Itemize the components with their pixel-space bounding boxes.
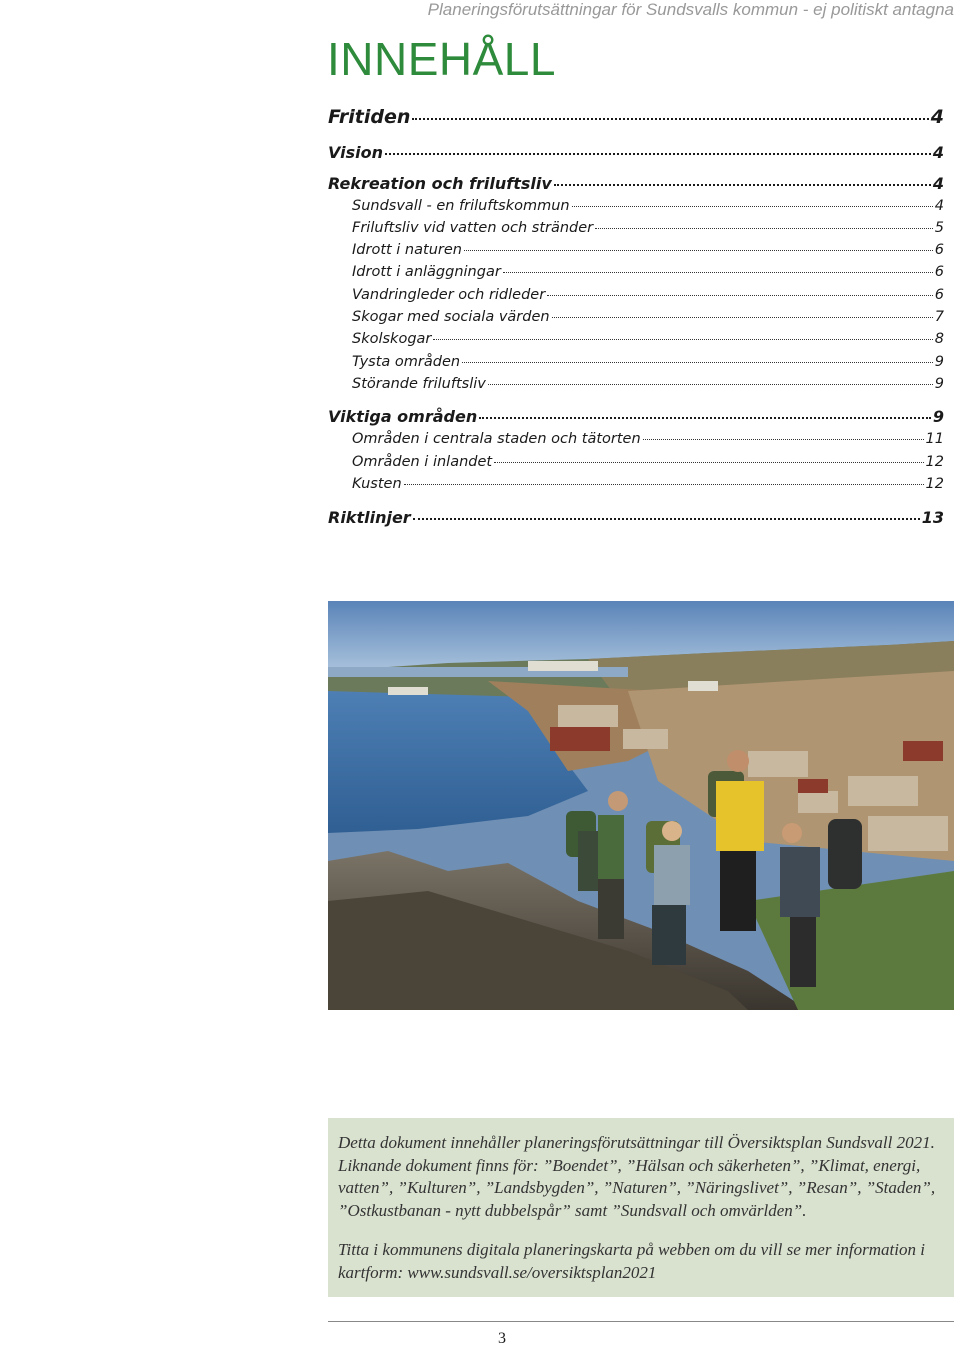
- toc-entry-page: 6: [934, 242, 944, 258]
- toc-entry[interactable]: [328, 174, 944, 193]
- toc-entry-label: Idrott i naturen: [352, 242, 462, 258]
- toc-entry-page: 5: [934, 220, 944, 236]
- toc-entry-page: 9: [934, 354, 944, 370]
- hikers-over-city-photo: [328, 601, 954, 1010]
- toc-entry[interactable]: [328, 354, 944, 370]
- toc-entry-label: Idrott i anläggningar: [352, 264, 501, 280]
- toc-entry[interactable]: [328, 287, 944, 303]
- toc-entry[interactable]: [328, 106, 944, 128]
- info-paragraph-link: Titta i kommunens digitala planeringskarta på webben om du vill se mer information i kartform: www.sundsvall.se/oversiktsplan2021: [338, 1240, 925, 1282]
- toc-entry-label: Sundsvall - en friluftskommun: [352, 198, 570, 214]
- toc-entry-page: 4: [934, 198, 944, 214]
- toc-entry-page: 12: [925, 476, 944, 492]
- toc-entry-label: Skolskogar: [352, 331, 432, 347]
- toc-entry[interactable]: [328, 143, 944, 162]
- toc-entry-label: Skogar med sociala värden: [352, 309, 550, 325]
- toc-entry-label: Områden i centrala staden och tätorten: [352, 431, 641, 447]
- toc-entry-page: 8: [934, 331, 944, 347]
- toc-entry[interactable]: [328, 331, 944, 347]
- toc-entry[interactable]: [328, 431, 944, 447]
- toc-entry-page: 9: [934, 376, 944, 392]
- toc-entry-label: Vandringleder och ridleder: [352, 287, 546, 303]
- toc-entry-page: 12: [925, 454, 944, 470]
- toc-entry-label: Tysta områden: [352, 354, 461, 370]
- toc-entry-page: 11: [925, 431, 944, 447]
- toc-entry-label: Riktlinjer: [328, 508, 411, 527]
- footer-divider: [328, 1321, 954, 1322]
- toc-entry-page: 9: [932, 407, 944, 426]
- toc-entry[interactable]: [328, 407, 944, 426]
- info-box: [328, 1118, 954, 1297]
- toc-entry[interactable]: [328, 476, 944, 492]
- toc-entry[interactable]: [328, 454, 944, 470]
- toc-entry-label: Friluftsliv vid vatten och stränder: [352, 220, 594, 236]
- toc-entry-page: 4: [932, 143, 944, 162]
- toc-title: INNEHÅLL: [327, 33, 556, 85]
- toc-entry-page: 6: [934, 264, 944, 280]
- toc-entry-label: Viktiga områden: [328, 407, 478, 426]
- toc-entry[interactable]: [328, 309, 944, 325]
- toc-entry-label: Rekreation och friluftsliv: [328, 174, 552, 193]
- toc-entry[interactable]: [328, 264, 944, 280]
- info-paragraph: Detta dokument innehåller planeringsförutsättningar till Översiktsplan Sundsvall 2021. Liknande dokument finns för: ”Boendet”, ”Hälsan och säkerheten”, ”Klimat, energi, vatten”, ”Kulturen”, ”Landsbygden”, ”Naturen”, ”Näringslivet”, ”Resan”, ”Staden”, ”Ostkustbanan - nytt dubbelspår” samt ”Sundsvall och omvärlden”.: [338, 1133, 936, 1220]
- toc-entry-page: 4: [932, 174, 944, 193]
- toc-entry-page: 6: [934, 287, 944, 303]
- toc-entry-page: 4: [930, 106, 944, 128]
- toc-entry-label: Kusten: [352, 476, 402, 492]
- toc-entry[interactable]: [328, 242, 944, 258]
- toc-entry-page: 7: [934, 309, 944, 325]
- toc-entry-label: Områden i inlandet: [352, 454, 493, 470]
- toc-entry[interactable]: [328, 220, 944, 236]
- toc-entry[interactable]: [328, 198, 944, 214]
- page-number: 3: [498, 1330, 506, 1347]
- toc-entry-page: 13: [921, 508, 944, 527]
- running-header: Planeringsförutsättningar för Sundsvalls kommun - ej politiskt antagna: [427, 0, 954, 19]
- toc-entry-label: Fritiden: [328, 106, 411, 128]
- toc-entry[interactable]: [328, 376, 944, 392]
- toc-entry[interactable]: [328, 508, 944, 527]
- toc-entry-label: Störande friluftsliv: [352, 376, 486, 392]
- toc-entry-label: Vision: [328, 143, 383, 162]
